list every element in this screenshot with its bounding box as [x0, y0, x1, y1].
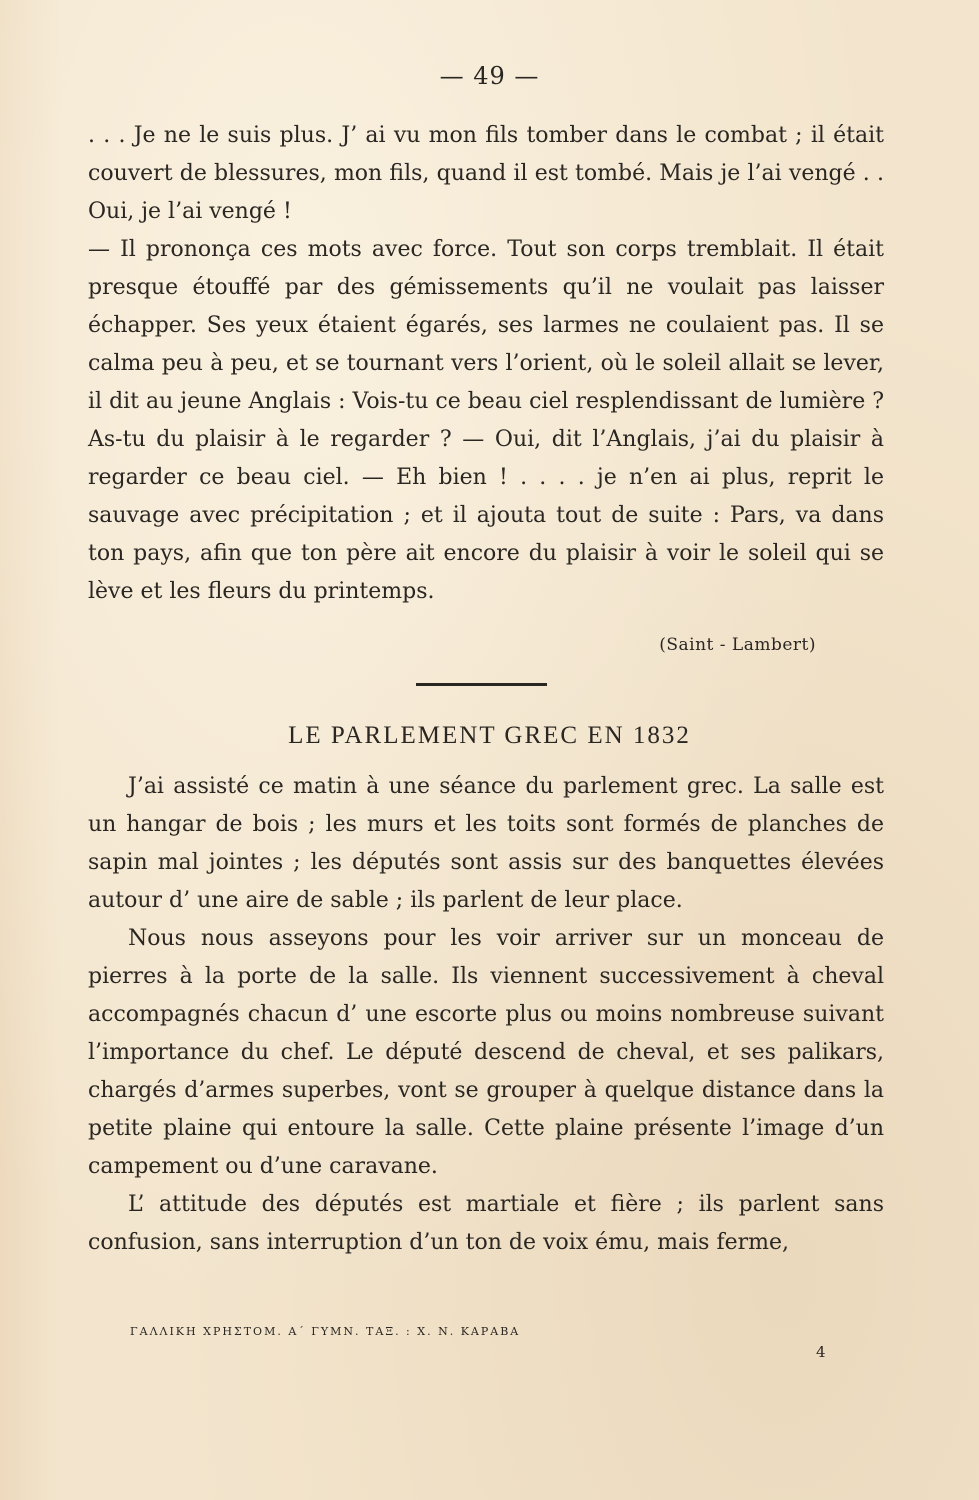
section-divider: [416, 683, 547, 686]
sheet-number: 4: [816, 1343, 826, 1361]
section-paragraph: L’ attitude des députés est martiale et fière ; ils parlent sans confusion, sans interruption d’un ton de voix ému, mais ferme,: [88, 1192, 884, 1255]
section-paragraph: Nous nous asseyons pour les voir arriver sur un monceau de pierres à la porte de la salle. Ils viennent successivement à cheval accompagnés chacun d’ une escorte plus ou moins nombreuse suivant l’importance du chef. Le député descend de cheval, et ses palikars, chargés d’armes superbes, vont se grouper à quelque distance dans la petite plaine qui entoure la salle. Cette plaine présente l’image d’un campement ou d’une caravane.: [88, 926, 884, 1179]
excerpt-paragraph: — Il prononça ces mots avec force. Tout son corps tremblait. Il était presque étouffé par des gémissements qu’il ne voulait pas laisser échapper. Ses yeux étaient égarés, ses larmes ne coulaient pas. Il se calma peu à peu, et se tournant vers l’orient, où le soleil allait se lever, il dit au jeune Anglais : Vois-tu ce beau ciel resplendissant de lumière ? As-tu du plaisir à le regarder ? — Oui, dit l’Anglais, j’ai du plaisir à regarder ce beau ciel. — Eh bien ! . . . . je n’en ai plus, reprit le sauvage avec précipitation ; et il ajouta tout de suite : Pars, va dans ton pays, afin que ton père ait encore du plaisir à voir le soleil qui se lève et les fleurs du printemps.: [88, 237, 884, 604]
section-title: LE PARLEMENT GREC EN 1832: [288, 722, 691, 749]
section-text: [88, 768, 884, 1262]
page-number: — 49 —: [439, 62, 540, 90]
printer-signature: ΓΑΛΛΙΚΗ ΧΡΗΣΤΟΜ. Α΄ ΓΥΜΝ. ΤΑΞ. : Χ. Ν. ΚΑΡΑΒΑ: [130, 1325, 521, 1338]
section-paragraph: J’ai assisté ce matin à une séance du parlement grec. La salle est un hangar de bois ; les murs et les toits sont formés de planches de sapin mal jointes ; les députés sont assis sur des banquettes élevées autour d’ une aire de sable ; ils parlent de leur place.: [88, 774, 884, 913]
excerpt-paragraph: . . . Je ne le suis plus. J’ ai vu mon fils tomber dans le combat ; il était couvert de blessures, mon fils, quand il est tombé. Mais je l’ai vengé . . Oui, je l’ai vengé !: [88, 123, 884, 224]
attribution: (Saint - Lambert): [659, 635, 816, 655]
excerpt-text: [88, 117, 884, 611]
